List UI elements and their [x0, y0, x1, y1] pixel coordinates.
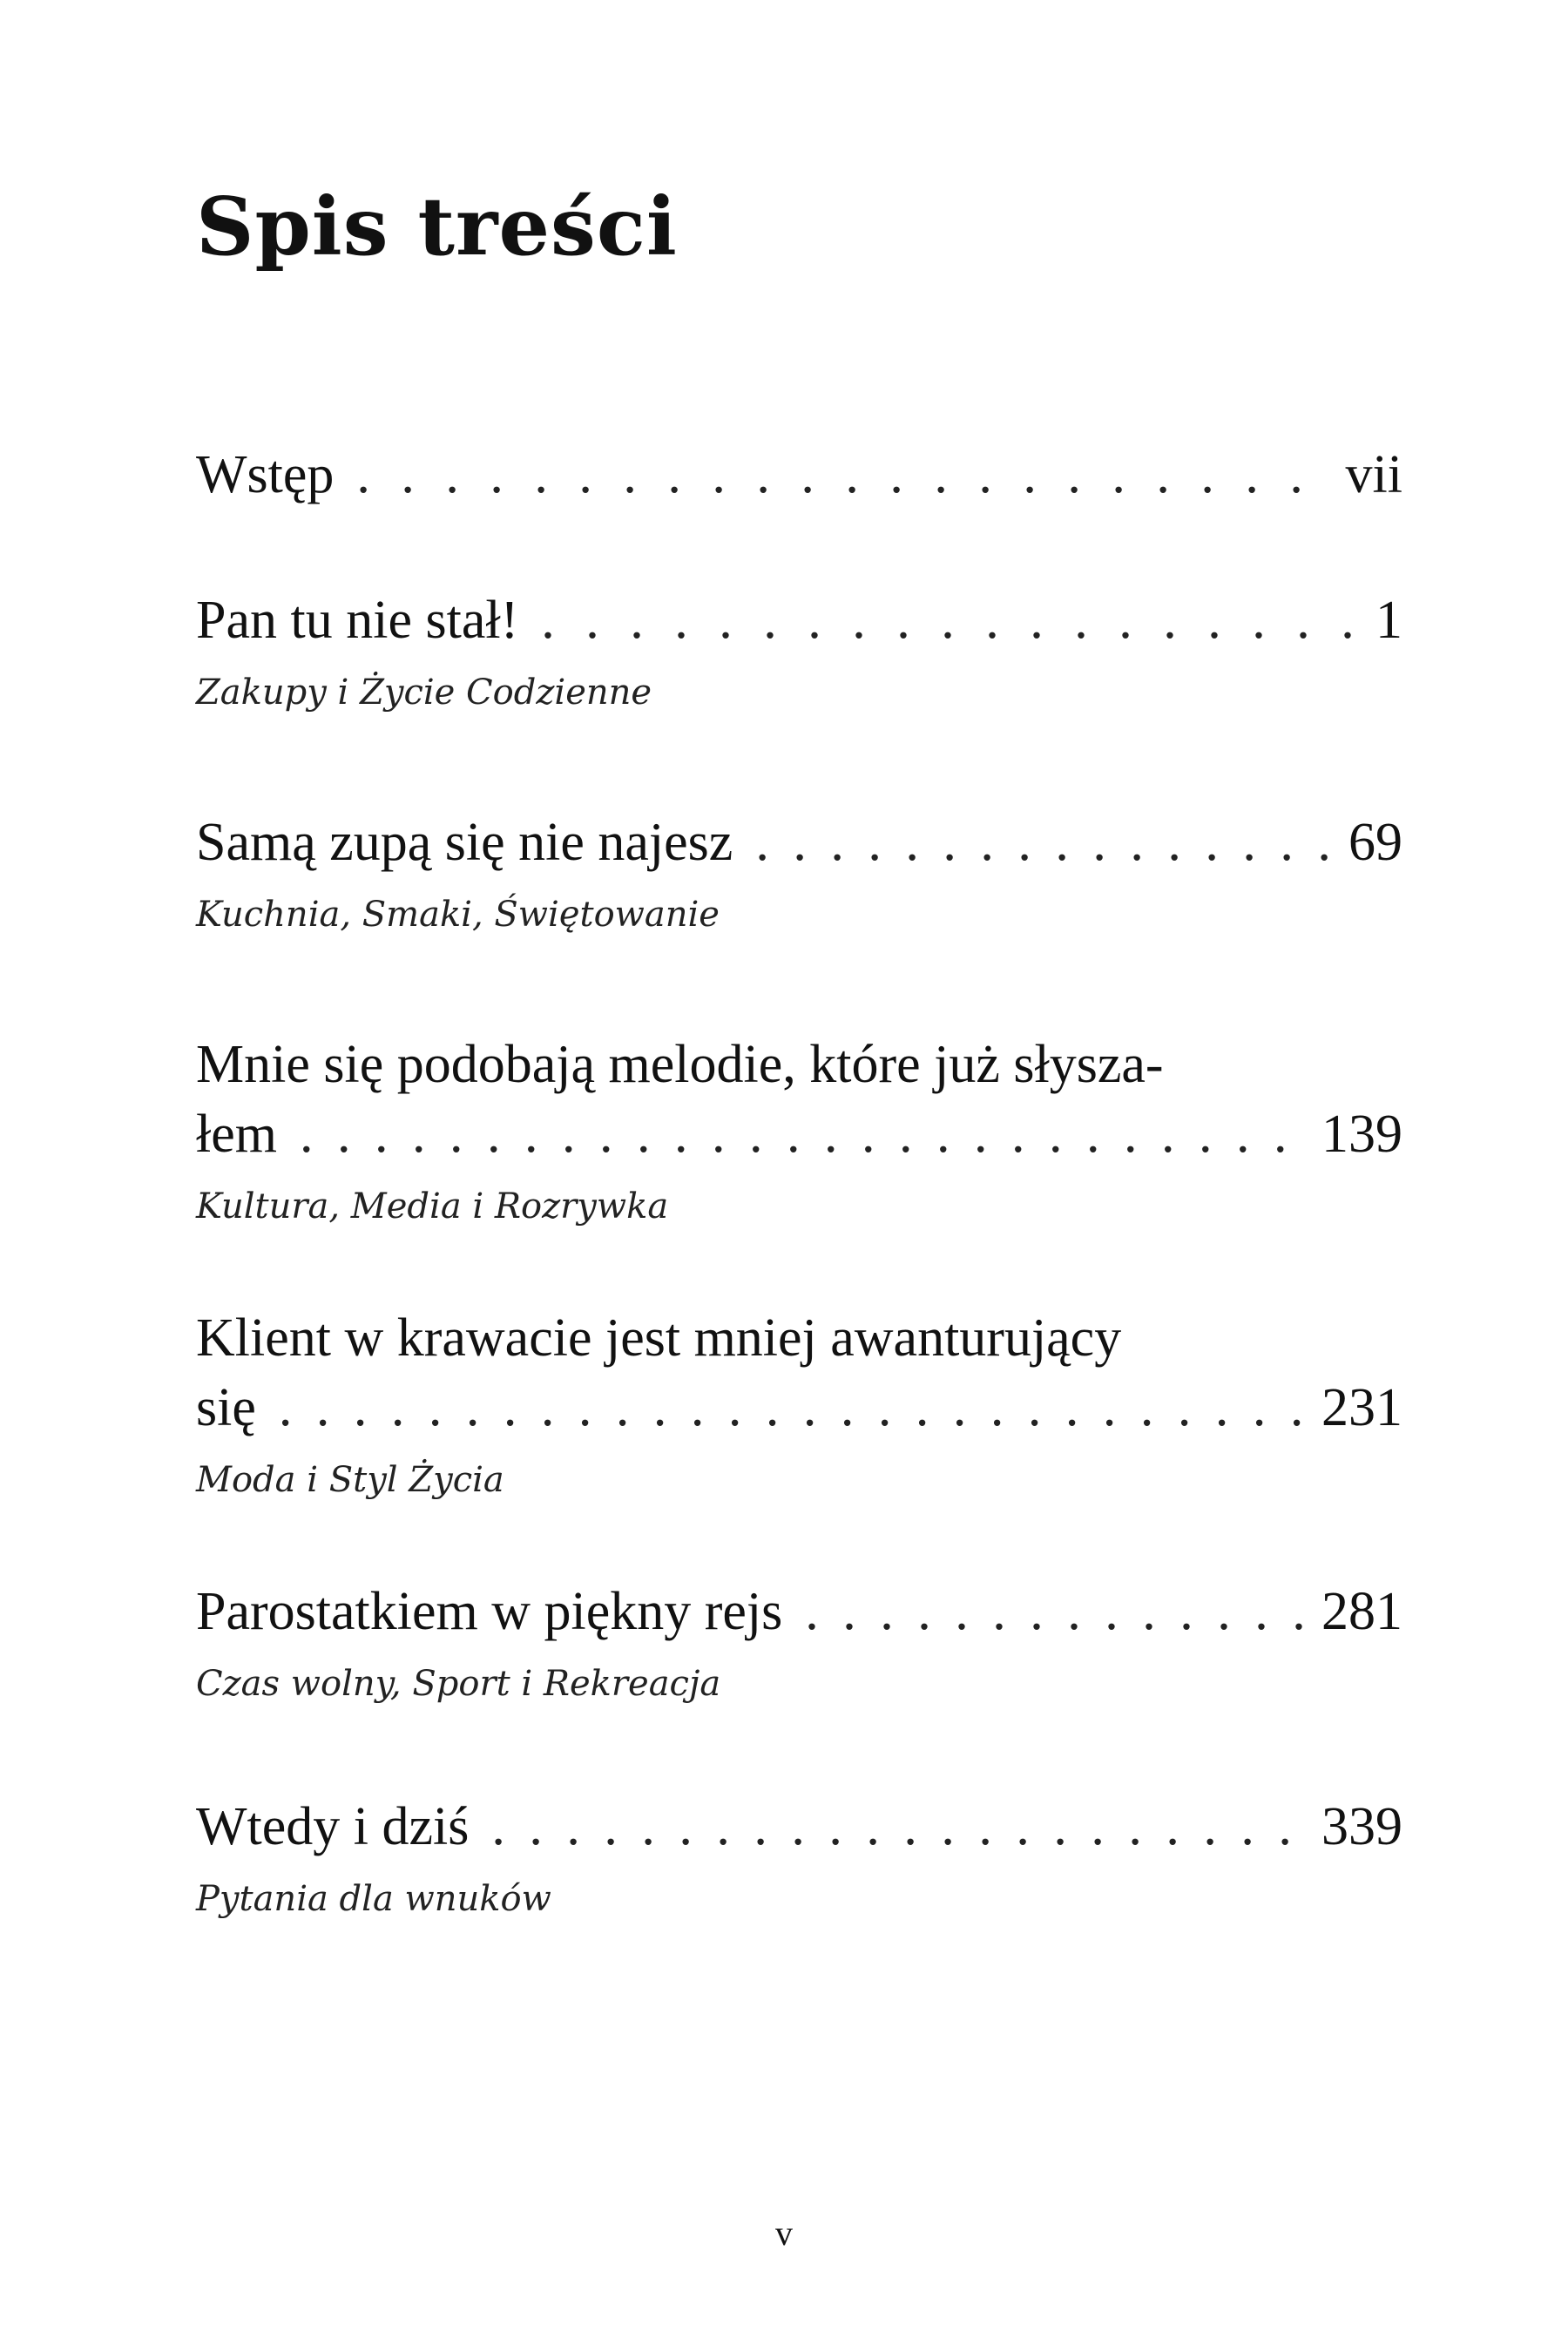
toc-entry-page: 231: [1321, 1378, 1402, 1437]
toc-entry-line: [196, 1577, 1402, 1646]
toc-entry-title: Samą zupą się nie najesz: [196, 813, 733, 872]
toc-entry-subtitle: Moda i Styl Życia: [196, 1460, 504, 1500]
toc-entry-title: się: [196, 1378, 256, 1437]
toc-entry-page: vii: [1345, 445, 1402, 504]
toc-entry-title: Pan tu nie stał!: [196, 591, 519, 650]
page-number: v: [775, 2213, 793, 2253]
toc-entry-line: [196, 440, 1402, 510]
toc-entry-pan-tu-nie-stal: [196, 585, 1402, 714]
toc-entry-title: Wstęp: [196, 445, 335, 504]
toc-entry-subtitle: Kuchnia, Smaki, Świętowanie: [196, 895, 720, 935]
page-title: Spis treści: [196, 179, 678, 274]
toc-entry-klient-w-krawacie: [196, 1303, 1402, 1502]
toc-entry-parostatkiem: [196, 1577, 1402, 1706]
toc-entry-title: Wtedy i dziś: [196, 1797, 470, 1856]
toc-entry-title: Parostatkiem w piękny rejs: [196, 1582, 783, 1641]
toc-entry-wtedy-i-dzis: [196, 1792, 1402, 1921]
dot-leader: [279, 1373, 1309, 1443]
toc-entry-subtitle: Zakupy i Życie Codzienne: [196, 672, 652, 713]
toc-entry-title-line1: Klient w krawacie jest mniej awanturujący: [196, 1308, 1122, 1368]
toc-entry-subtitle: Kultura, Media i Rozrywka: [196, 1186, 669, 1227]
toc-entry-line: [196, 808, 1402, 877]
toc-entry-line: [196, 585, 1402, 655]
dot-leader: [300, 1099, 1309, 1169]
toc-entry-melodie: [196, 1030, 1402, 1228]
dot-leader: [491, 1792, 1309, 1862]
toc-entry-wstep: [196, 440, 1402, 510]
toc-entry-page: 139: [1321, 1105, 1402, 1164]
dot-leader: [356, 440, 1333, 510]
dot-leader: [755, 808, 1336, 877]
toc-entry-subtitle: Pytania dla wnuków: [196, 1879, 551, 1919]
dot-leader: [541, 585, 1363, 655]
toc-entry-page: 1: [1375, 591, 1402, 650]
toc-entry-title-line1: Mnie się podobają melodie, które już słysza-: [196, 1035, 1164, 1094]
toc-entry-page: 339: [1321, 1797, 1402, 1856]
toc-entry-line: [196, 1373, 1402, 1443]
dot-leader: [805, 1577, 1309, 1646]
toc-entry-title: łem: [196, 1105, 277, 1164]
toc-entry-line: [196, 1099, 1402, 1169]
toc-entry-line: [196, 1792, 1402, 1862]
toc-entry-sama-zupa: [196, 808, 1402, 936]
toc-entry-page: 281: [1321, 1582, 1402, 1641]
toc-entry-subtitle: Czas wolny, Sport i Rekreacja: [196, 1664, 721, 1704]
toc-entry-page: 69: [1348, 813, 1402, 872]
